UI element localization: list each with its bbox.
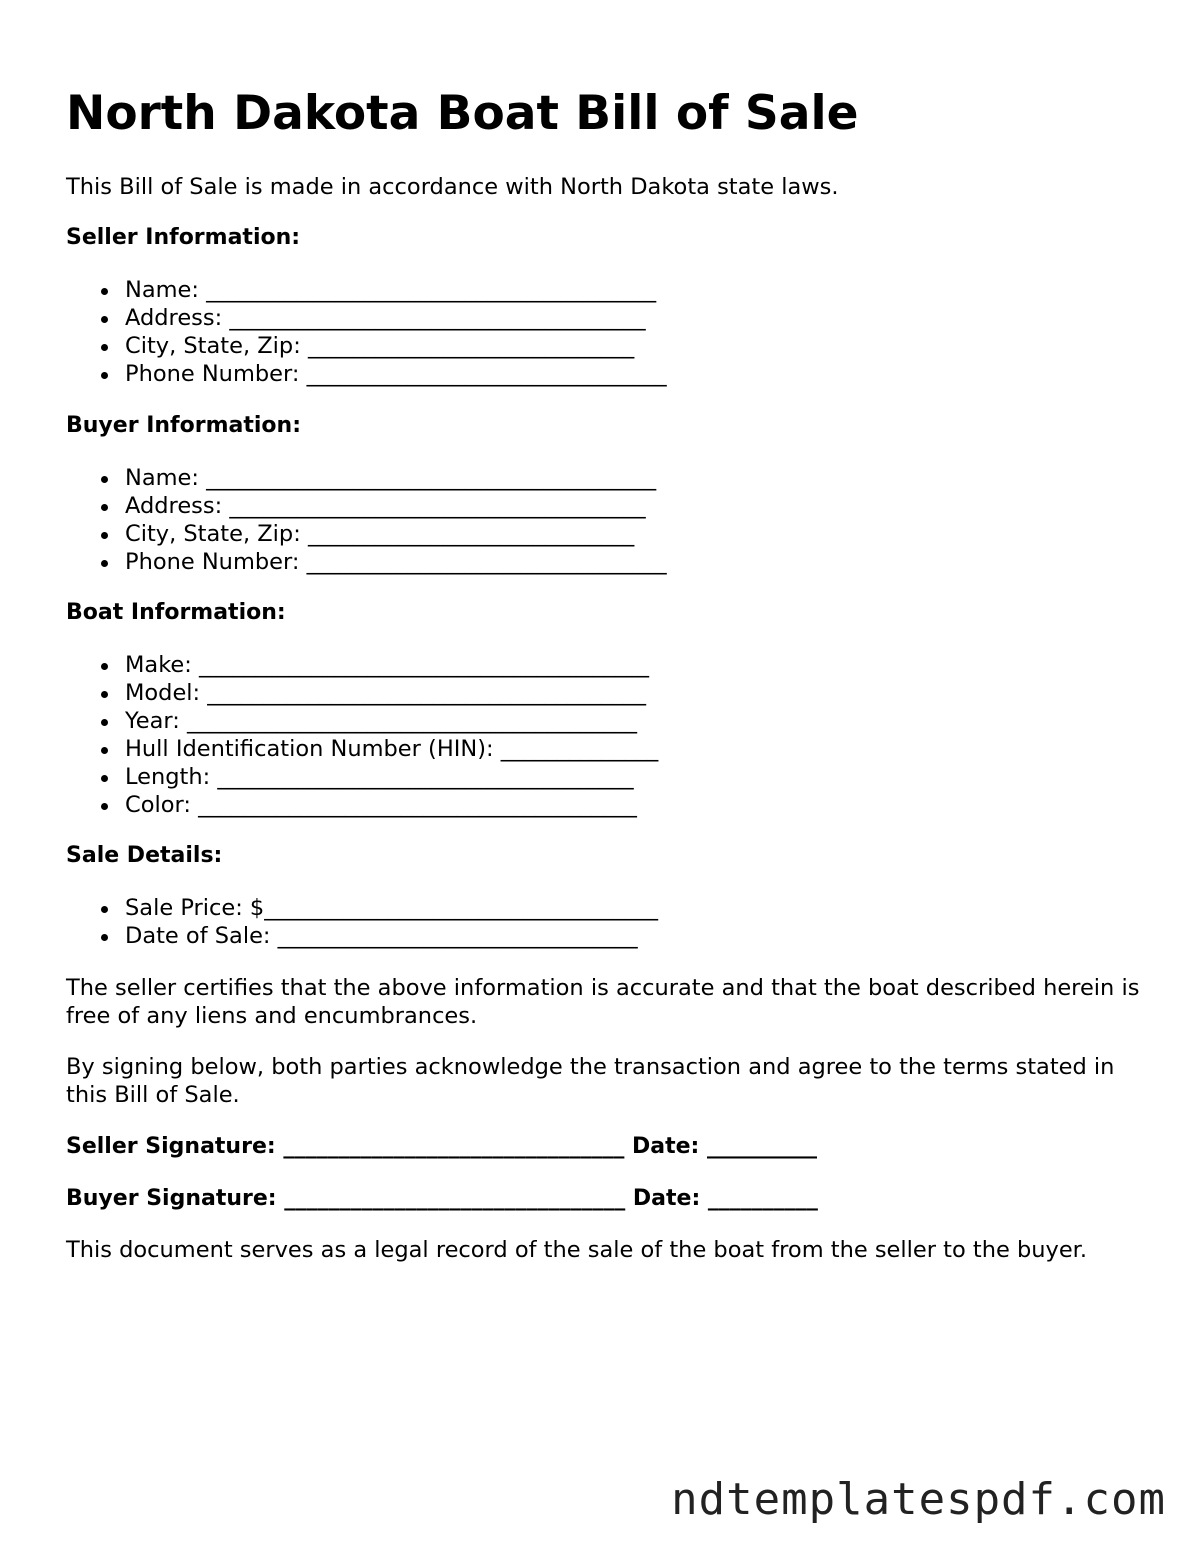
buyer-field-list [66,464,667,576]
boat-length-field: Length: _____________________________________ [66,763,658,791]
seller-field-list [66,276,667,388]
seller-name-field: Name: ________________________________________ [66,276,667,304]
sale-date-field: Date of Sale: ________________________________ [66,922,658,950]
seller-signature-line: Seller Signature: _______________________________ Date: __________ [66,1134,817,1159]
boat-color-field: Color: _______________________________________ [66,791,658,819]
buyer-city-state-zip-field: City, State, Zip: _____________________________ [66,520,667,548]
seller-heading: Seller Information: [66,225,301,250]
boat-make-field: Make: ________________________________________ [66,651,658,679]
buyer-heading: Buyer Information: [66,413,301,438]
buyer-address-field: Address: _____________________________________ [66,492,667,520]
buyer-name-field: Name: ________________________________________ [66,464,667,492]
buyer-phone-field: Phone Number: ________________________________ [66,548,667,576]
certification-text: The seller certifies that the above information is accurate and that the boat described herein is free of any liens and encumbrances. [66,975,1140,1029]
boat-year-field: Year: ________________________________________ [66,707,658,735]
sale-heading: Sale Details: [66,843,223,868]
seller-city-state-zip-field: City, State, Zip: _____________________________ [66,332,667,360]
acknowledgement-text: By signing below, both parties acknowledge the transaction and agree to the terms stated in this Bill of Sale. [66,1054,1115,1108]
boat-model-field: Model: _______________________________________ [66,679,658,707]
boat-hin-field: Hull Identification Number (HIN): ______________ [66,735,658,763]
buyer-signature-line: Buyer Signature: _______________________________ Date: __________ [66,1186,818,1211]
boat-field-list [66,651,658,819]
boat-heading: Boat Information: [66,600,286,625]
intro-text: This Bill of Sale is made in accordance with North Dakota state laws. [66,174,839,200]
closing-text: This document serves as a legal record of the sale of the boat from the seller to the buyer. [66,1237,1088,1263]
document-title: North Dakota Boat Bill of Sale [66,86,859,141]
sale-field-list [66,894,658,950]
site-watermark: ndtemplatespdf.com [671,1474,1166,1525]
seller-address-field: Address: _____________________________________ [66,304,667,332]
sale-price-field: Sale Price: $___________________________________ [66,894,658,922]
seller-phone-field: Phone Number: ________________________________ [66,360,667,388]
